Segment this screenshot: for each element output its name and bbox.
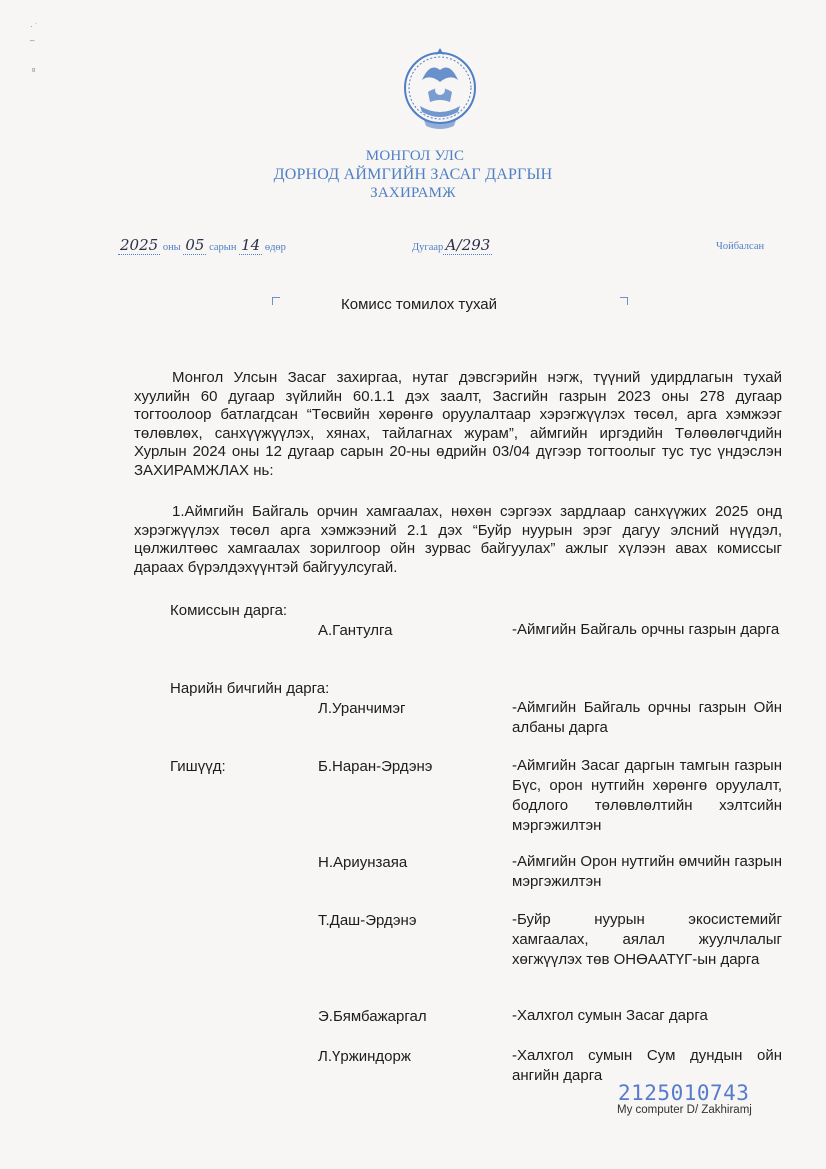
preamble-paragraph: Монгол Улсын Засаг захиргаа, нутаг дэвсгэрийн нэгж, түүний удирдлагын тухай хуулийн 60 дугаар зүйлийн 60.1.1 дэх заалт, Засгийн газрын 2023 оны 278 дугаар тогтоолоор батлагдсан “Төсвийн хөрөнгө оруулалтаар хэрэгжүүлэх төсөл, арга хэмжээг төлөвлөх, санхүүжүүлэх, хянах, тайлагнах журам”, аймгийн иргэдийн Төлөөлөгчдийн Хурлын 2024 оны 12 дугаар сарын 20-ны өдрийн 03/04 дүгээр тогтоолыг тус тус үндэслэн ЗАХИРАМЖЛАХ нь:: [134, 369, 782, 479]
letterhead-country: МОНГОЛ УЛС: [365, 148, 465, 164]
chair-name: А.Гантулга: [318, 622, 393, 639]
member-position: -Халхгол сумын Засаг дарга: [512, 1007, 708, 1024]
number-value: А/293: [445, 236, 491, 254]
member-name: Н.Ариунзаяа: [318, 854, 408, 871]
date-month-suffix: сарын: [209, 242, 237, 253]
date-year-suffix: оны: [162, 242, 181, 253]
member-name: Б.Наран-Эрдэнэ: [318, 758, 433, 775]
letterhead-doc-type: ЗАХИРАМЖ: [370, 185, 456, 201]
letterhead-office: ДОРНОД АЙМГИЙН ЗАСАГ ДАРГЫН: [273, 166, 553, 183]
place-name: Чойбалсан: [716, 241, 765, 252]
chair-position: -Аймгийн Байгаль орчны газрын дарга: [512, 621, 780, 638]
chair-role-label: Комиссын дарга:: [170, 602, 288, 619]
members-role-label: Гишүүд:: [170, 758, 226, 775]
member-position: -Буйр нуурын экосистемийг хамгаалах, аялал жуулчлалыг хөгжүүлэх төв ОНӨААТҮГ-ын дарга: [512, 911, 782, 968]
member-name: Л.Үржиндорж: [318, 1048, 411, 1065]
member-name: Э.Бямбажаргал: [318, 1008, 427, 1025]
date-line: [118, 236, 286, 254]
scan-artifact: · ˙: [30, 22, 38, 31]
file-path-footer: My computer D/ Zakhiramj: [617, 1104, 752, 1116]
member-name: Т.Даш-Эрдэнэ: [318, 912, 417, 929]
member-position: -Халхгол сумын Сум дундын ойн ангийн дарга: [512, 1047, 782, 1084]
date-month: 05: [185, 236, 205, 254]
member-position: -Аймгийн Орон нутгийн өмчийн газрын мэргэжилтэн: [512, 853, 782, 890]
scan-artifact: ᵍ: [32, 66, 36, 75]
order-paragraph: 1.Аймгийн Байгаль орчин хамгаалах, нөхөн сэргээх зардлаар санхүүжих 2025 онд хэрэгжүүлэх төсөл арга хэмжээний 2.1 дэх “Буйр нуурын эрэг дагуу элсний нүүдэл, цөлжилтөөс хамгаалах зорилгоор ойн зурвас байгуулах” ажлыг хүлээн авах комиссыг дараах бүрэлдэхүүнтэй байгуулсугай.: [134, 503, 782, 576]
date-year: 2025: [120, 236, 159, 254]
registration-stamp: 2125010743: [618, 1081, 750, 1105]
mongolia-state-emblem-icon: [400, 40, 480, 140]
secretary-position: -Аймгийн Байгаль орчны газрын Ойн албаны дарга: [512, 699, 782, 736]
date-day-suffix: өдөр: [264, 242, 286, 253]
scan-artifact: –: [30, 36, 35, 45]
date-day: 14: [241, 236, 261, 254]
secretary-name: Л.Уранчимэг: [318, 700, 406, 717]
number-label: Дугаар: [412, 242, 444, 253]
number-line: [412, 236, 492, 254]
member-position: -Аймгийн Засаг даргын тамгын газрын Бүс, орон нутгийн хөрөнгө оруулалт, бодлого төлөвлөлтийн хэлтсийн мэргэжилтэн: [512, 757, 782, 834]
secretary-role-label: Нарийн бичгийн дарга:: [170, 680, 330, 697]
document-subject: Комисс томилох тухай: [340, 296, 498, 313]
